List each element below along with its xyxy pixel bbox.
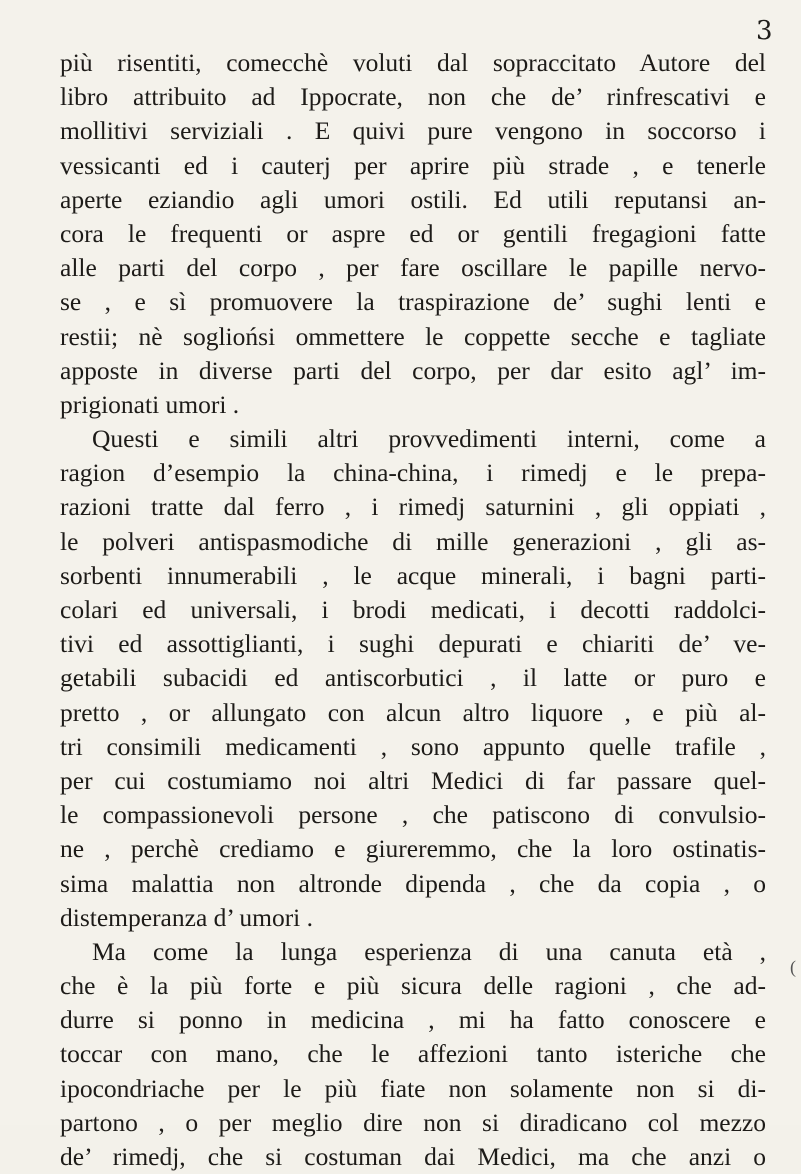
text-line: vessicanti ed i cauterj per aprire più strade , e tenerle xyxy=(60,150,766,180)
text-line: che è la più forte e più sicura delle ragioni , che ad- xyxy=(60,971,766,1001)
page-number: 3 xyxy=(756,16,773,46)
text-line: sima malattia non altronde dipenda , che da copia , o xyxy=(60,868,766,898)
text-line: ipocondriache per le più fiate non solamente non si di- xyxy=(60,1073,766,1103)
text-line: aperte eziandio agli umori ostili. Ed utili reputansi an- xyxy=(60,184,766,214)
text-line: se , e sì promuovere la traspirazione de’ sughi lenti e xyxy=(60,287,766,317)
text-line: mollitivi serviziali . E quivi pure vengono in soccorso i xyxy=(60,116,766,146)
text-line: sorbenti innumerabili , le acque minerali, i bagni parti- xyxy=(60,560,766,590)
text-line: cora le frequenti or aspre ed or gentili fregagioni fatte xyxy=(60,218,766,248)
body-text xyxy=(60,46,766,1174)
text-line: tivi ed assottiglianti, i sughi depurati e chiariti de’ ve- xyxy=(60,629,766,659)
margin-mark: ( xyxy=(790,957,796,977)
text-line: durre si ponno in medicina , mi ha fatto conoscere e xyxy=(60,1005,766,1035)
text-line: de’ rimedj, che si costuman dai Medici, ma che anzi o xyxy=(60,1142,766,1171)
text-line: getabili subacidi ed antiscorbutici , il latte or puro e xyxy=(60,663,766,693)
text-line: ragion d’esempio la china-china, i rimedj e le prepa- xyxy=(60,458,766,488)
text-line: toccar con mano, che le affezioni tanto isteriche che xyxy=(60,1039,766,1069)
text-line: per cui costumiamo noi altri Medici di far passare quel- xyxy=(60,765,766,795)
text-line: restii; nè sogliońsi ommettere le coppette secche e tagliate xyxy=(60,321,766,351)
text-line: pretto , or allungato con alcun altro liquore , e più al- xyxy=(60,697,766,727)
text-line: le polveri antispasmodiche di mille generazioni , gli as- xyxy=(60,526,766,556)
text-line: più risentiti, comecchè voluti dal sopraccitato Autore del xyxy=(60,48,766,77)
text-line: prigionati umori . xyxy=(60,389,240,419)
text-line: razioni tratte dal ferro , i rimedj saturnini , gli oppiati , xyxy=(60,492,766,522)
text-line: Questi e simili altri provvedimenti interni, come a xyxy=(92,424,766,454)
text-line: colari ed universali, i brodi medicati, i decotti raddolci- xyxy=(60,595,766,624)
text-line: distemperanza d’ umori . xyxy=(60,902,314,932)
text-line: tri consimili medicamenti , sono appunto quelle trafile , xyxy=(60,731,766,761)
text-line: libro attribuito ad Ippocrate, non che de’ rinfrescativi e xyxy=(60,82,766,112)
text-line: ne , perchè crediamo e giureremmo, che la loro ostinatis- xyxy=(60,834,766,864)
text-line: Ma come la lunga esperienza di una canuta età , xyxy=(92,936,766,966)
text-line: partono , o per meglio dire non si diradicano col mezzo xyxy=(60,1107,766,1137)
text-line: le compassionevoli persone , che patiscono di convulsio- xyxy=(60,800,766,830)
text-line: alle parti del corpo , per fare oscillare le papille nervo- xyxy=(60,253,766,283)
text-line: apposte in diverse parti del corpo, per dar esito agl’ im- xyxy=(60,355,766,385)
